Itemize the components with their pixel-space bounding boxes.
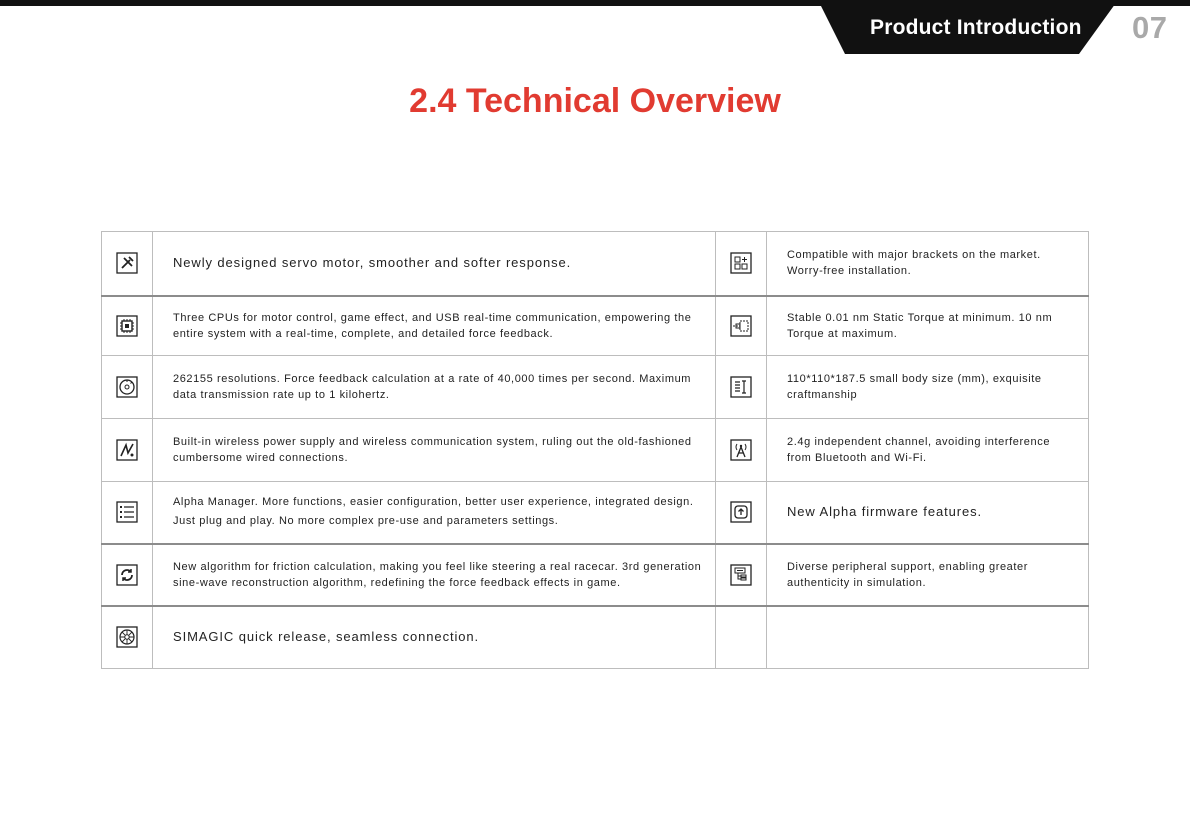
page-number: 07: [1132, 10, 1168, 45]
feature-icon-cell: [716, 419, 767, 482]
table-row: [102, 606, 1089, 669]
torque-icon: [730, 315, 752, 337]
table-row: [102, 296, 1089, 356]
feature-text: Built-in wireless power supply and wireless communication system, ruling out the old-fashioned cumbersome wired connections.: [153, 419, 716, 482]
feature-icon-cell: [716, 482, 767, 544]
wireless-power-icon: [116, 439, 138, 461]
feature-table: [101, 231, 1089, 669]
feature-text: Three CPUs for motor control, game effect, and USB real-time communication, empowering the entire system with a real-time, complete, and detailed force feedback.: [153, 296, 716, 356]
feature-text: Newly designed servo motor, smoother and softer response.: [153, 232, 716, 296]
antenna-signal-icon: [730, 439, 752, 461]
feature-icon-cell: [102, 356, 153, 419]
table-row: [102, 544, 1089, 606]
feature-icon-cell: [102, 232, 153, 296]
feature-text: SIMAGIC quick release, seamless connection.: [153, 606, 716, 669]
feature-text: Stable 0.01 nm Static Torque at minimum. 10 nm Torque at maximum.: [767, 296, 1089, 356]
feature-icon-cell: [102, 544, 153, 606]
bracket-grid-icon: [730, 252, 752, 274]
encoder-dial-icon: [116, 376, 138, 398]
quick-release-wheel-icon: [116, 626, 138, 648]
firmware-upgrade-icon: [730, 501, 752, 523]
empty-text-cell: [767, 606, 1089, 669]
section-tab-label: Product Introduction: [870, 16, 1082, 39]
empty-icon-cell: [716, 606, 767, 669]
feature-text: New algorithm for friction calculation, making you feel like steering a real racecar. 3rd generation sine-wave reconstruction algorithm, redefining the force feedback effects in game.: [153, 544, 716, 606]
feature-icon-cell: [716, 544, 767, 606]
servo-motor-icon: [116, 252, 138, 274]
table-row: [102, 232, 1089, 296]
feature-text: 262155 resolutions. Force feedback calculation at a rate of 40,000 times per second. Maximum data transmission rate up to 1 kilohertz.: [153, 356, 716, 419]
feature-text: Diverse peripheral support, enabling greater authenticity in simulation.: [767, 544, 1089, 606]
size-measure-icon: [730, 376, 752, 398]
feature-text: 2.4g independent channel, avoiding interference from Bluetooth and Wi-Fi.: [767, 419, 1089, 482]
page-title: 2.4 Technical Overview: [409, 82, 781, 120]
feature-text: New Alpha firmware features.: [767, 482, 1089, 544]
feature-text: Alpha Manager. More functions, easier configuration, better user experience, integrated design. Just plug and play. No more complex pre-use and parameters settings.: [153, 482, 716, 544]
feature-icon-cell: [102, 606, 153, 669]
feature-icon-cell: [102, 296, 153, 356]
feature-icon-cell: [716, 356, 767, 419]
table-row: [102, 419, 1089, 482]
cpu-chip-icon: [116, 315, 138, 337]
manager-list-icon: [116, 501, 138, 523]
feature-icon-cell: [716, 232, 767, 296]
peripheral-icon: [730, 564, 752, 586]
feature-text: 110*110*187.5 small body size (mm), exquisite craftmanship: [767, 356, 1089, 419]
table-row: [102, 482, 1089, 544]
table-row: [102, 356, 1089, 419]
feature-text: Compatible with major brackets on the market. Worry-free installation.: [767, 232, 1089, 296]
refresh-algorithm-icon: [116, 564, 138, 586]
feature-icon-cell: [716, 296, 767, 356]
feature-icon-cell: [102, 419, 153, 482]
feature-icon-cell: [102, 482, 153, 544]
